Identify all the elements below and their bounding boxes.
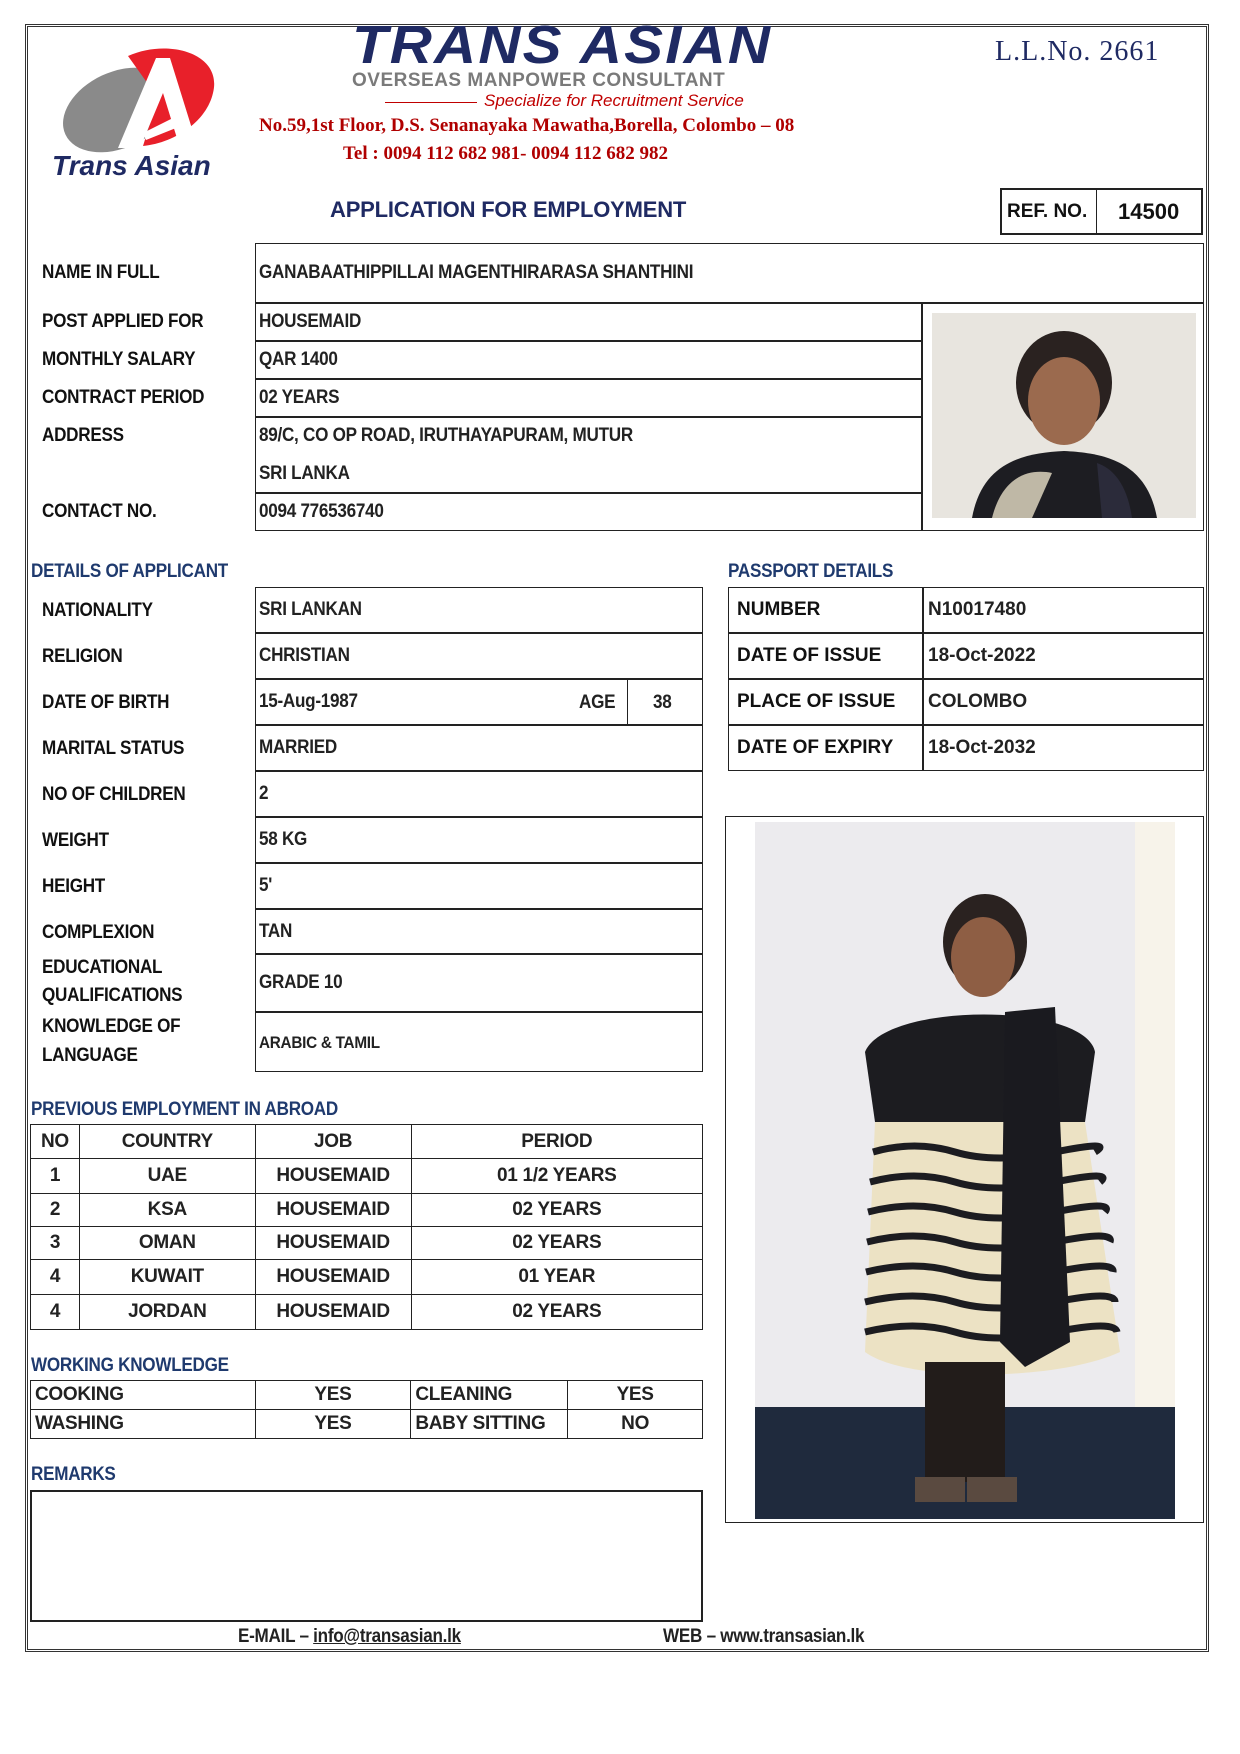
passport-label: DATE OF ISSUE xyxy=(737,645,882,666)
email-link[interactable]: info@transasian.lk xyxy=(313,1626,461,1647)
details-value: MARRIED xyxy=(259,737,337,758)
details-value: SRI LANKAN xyxy=(259,599,362,620)
details-value: CHRISTIAN xyxy=(259,645,350,666)
employment-row xyxy=(31,1194,703,1227)
details-label: COMPLEXION xyxy=(42,922,155,943)
details-section-title: DETAILS OF APPLICANT xyxy=(31,561,228,582)
employment-header-cell: NO xyxy=(31,1125,80,1159)
passport-value: 18-Oct-2032 xyxy=(928,737,1036,758)
employment-cell: 4 xyxy=(31,1295,80,1330)
passport-value: N10017480 xyxy=(928,599,1027,620)
logo-emblem-icon xyxy=(48,38,233,158)
address-line-2: SRI LANKA xyxy=(259,463,350,484)
contract-label: CONTRACT PERIOD xyxy=(42,387,205,408)
details-field xyxy=(255,863,703,909)
employment-row xyxy=(31,1295,703,1330)
form-title: APPLICATION FOR EMPLOYMENT xyxy=(330,197,687,222)
contact-label: CONTACT NO. xyxy=(42,501,157,522)
language-label-1: KNOWLEDGE OF xyxy=(42,1016,181,1037)
education-label-2: QUALIFICATIONS xyxy=(42,985,183,1006)
employment-cell: 01 YEAR xyxy=(411,1260,702,1295)
skill-name: WASHING xyxy=(31,1410,256,1439)
details-value: 5' xyxy=(259,875,273,896)
address-line-1: 89/C, CO OP ROAD, IRUTHAYAPURAM, MUTUR xyxy=(259,425,633,446)
skills-section-title: WORKING KNOWLEDGE xyxy=(31,1355,229,1376)
details-value: 58 KG xyxy=(259,829,308,850)
language-label-2: LANGUAGE xyxy=(42,1045,138,1066)
age-value: 38 xyxy=(653,692,672,713)
skill-value: YES xyxy=(568,1381,703,1410)
employment-cell: 4 xyxy=(31,1260,80,1295)
details-value: 15-Aug-1987 xyxy=(259,691,358,712)
license-number: L.L.No. 2661 xyxy=(995,36,1160,67)
post-value: HOUSEMAID xyxy=(259,311,362,332)
company-subtitle: OVERSEAS MANPOWER CONSULTANT xyxy=(352,70,726,91)
employment-cell: HOUSEMAID xyxy=(255,1260,411,1295)
tagline: Specialize for Recruitment Service xyxy=(484,91,744,110)
employment-cell: HOUSEMAID xyxy=(255,1227,411,1260)
applicant-portrait-photo xyxy=(932,313,1196,518)
salary-label: MONTHLY SALARY xyxy=(42,349,196,370)
skill-value: NO xyxy=(568,1410,703,1439)
employment-cell: JORDAN xyxy=(79,1295,255,1330)
salary-field xyxy=(255,341,922,379)
passport-label: PLACE OF ISSUE xyxy=(737,691,896,712)
language-value: ARABIC & TAMIL xyxy=(259,1033,380,1052)
details-label: WEIGHT xyxy=(42,830,109,851)
details-value: TAN xyxy=(259,921,293,942)
remarks-box[interactable] xyxy=(30,1490,703,1622)
company-address: No.59,1st Floor, D.S. Senanayaka Mawatha,Borella, Colombo – 08 xyxy=(259,115,795,136)
skill-value: YES xyxy=(255,1410,411,1439)
employment-header-row xyxy=(31,1125,703,1159)
employment-table xyxy=(30,1124,703,1330)
logo-text: Trans Asian xyxy=(52,150,211,181)
skill-value: YES xyxy=(255,1381,411,1410)
skills-row xyxy=(31,1410,703,1439)
name-value: GANABAATHIPPILLAI MAGENTHIRARASA SHANTHINI xyxy=(259,262,694,283)
details-field xyxy=(255,817,703,863)
footer-web[interactable]: WEB – www.transasian.lk xyxy=(663,1626,865,1647)
employment-cell: 2 xyxy=(31,1194,80,1227)
employment-header-cell: PERIOD xyxy=(411,1125,702,1159)
employment-cell: HOUSEMAID xyxy=(255,1159,411,1194)
passport-label: NUMBER xyxy=(737,599,821,620)
contract-value: 02 YEARS xyxy=(259,387,340,408)
company-logo xyxy=(48,38,233,158)
details-label: MARITAL STATUS xyxy=(42,738,185,759)
details-label: DATE OF BIRTH xyxy=(42,692,170,713)
name-label: NAME IN FULL xyxy=(42,262,160,283)
details-field xyxy=(255,909,703,955)
passport-label: DATE OF EXPIRY xyxy=(737,737,894,758)
employment-cell: UAE xyxy=(79,1159,255,1194)
age-label: AGE xyxy=(579,692,616,713)
skills-table xyxy=(30,1380,703,1439)
employment-cell: 1 xyxy=(31,1159,80,1194)
employment-cell: 02 YEARS xyxy=(411,1295,702,1330)
employment-cell: HOUSEMAID xyxy=(255,1194,411,1227)
remarks-section-title: REMARKS xyxy=(31,1464,116,1485)
details-label: NATIONALITY xyxy=(42,600,153,621)
skills-row xyxy=(31,1381,703,1410)
employment-header-cell: JOB xyxy=(255,1125,411,1159)
skill-name: BABY SITTING xyxy=(411,1410,568,1439)
employment-cell: 02 YEARS xyxy=(411,1227,702,1260)
post-label: POST APPLIED FOR xyxy=(42,311,204,332)
employment-cell: 3 xyxy=(31,1227,80,1260)
passport-value: COLOMBO xyxy=(928,691,1028,712)
details-label: NO OF CHILDREN xyxy=(42,784,186,805)
company-telephone: Tel : 0094 112 682 981- 0094 112 682 982 xyxy=(343,143,668,164)
employment-cell: KSA xyxy=(79,1194,255,1227)
ref-no-label: REF. NO. xyxy=(1007,201,1088,222)
passport-section-title: PASSPORT DETAILS xyxy=(728,561,894,582)
applicant-full-length-photo xyxy=(755,822,1175,1519)
employment-row xyxy=(31,1260,703,1295)
education-label-1: EDUCATIONAL xyxy=(42,957,163,978)
address-label: ADDRESS xyxy=(42,425,124,446)
employment-section-title: PREVIOUS EMPLOYMENT IN ABROAD xyxy=(31,1099,338,1120)
employment-cell: KUWAIT xyxy=(79,1260,255,1295)
email-label: E-MAIL – xyxy=(238,1626,314,1647)
skill-name: COOKING xyxy=(31,1381,256,1410)
employment-cell: 01 1/2 YEARS xyxy=(411,1159,702,1194)
contact-value: 0094 776536740 xyxy=(259,501,384,522)
details-value: 2 xyxy=(259,783,269,804)
footer-email xyxy=(238,1626,461,1648)
employment-cell: HOUSEMAID xyxy=(255,1295,411,1330)
education-value: GRADE 10 xyxy=(259,972,343,993)
remarks-text xyxy=(32,1492,701,1504)
employment-row xyxy=(31,1159,703,1194)
employment-row xyxy=(31,1227,703,1260)
employment-cell: OMAN xyxy=(79,1227,255,1260)
ref-divider xyxy=(1096,188,1097,235)
ref-no-value: 14500 xyxy=(1118,199,1180,224)
contract-field xyxy=(255,379,922,417)
details-field xyxy=(255,771,703,817)
details-label: RELIGION xyxy=(42,646,123,667)
employment-header-cell: COUNTRY xyxy=(79,1125,255,1159)
salary-value: QAR 1400 xyxy=(259,349,338,370)
age-divider xyxy=(627,679,628,725)
passport-value: 18-Oct-2022 xyxy=(928,645,1036,666)
tagline-rule xyxy=(385,102,477,103)
employment-cell: 02 YEARS xyxy=(411,1194,702,1227)
details-label: HEIGHT xyxy=(42,876,105,897)
company-name: TRANS ASIAN xyxy=(352,15,773,75)
skill-name: CLEANING xyxy=(411,1381,568,1410)
